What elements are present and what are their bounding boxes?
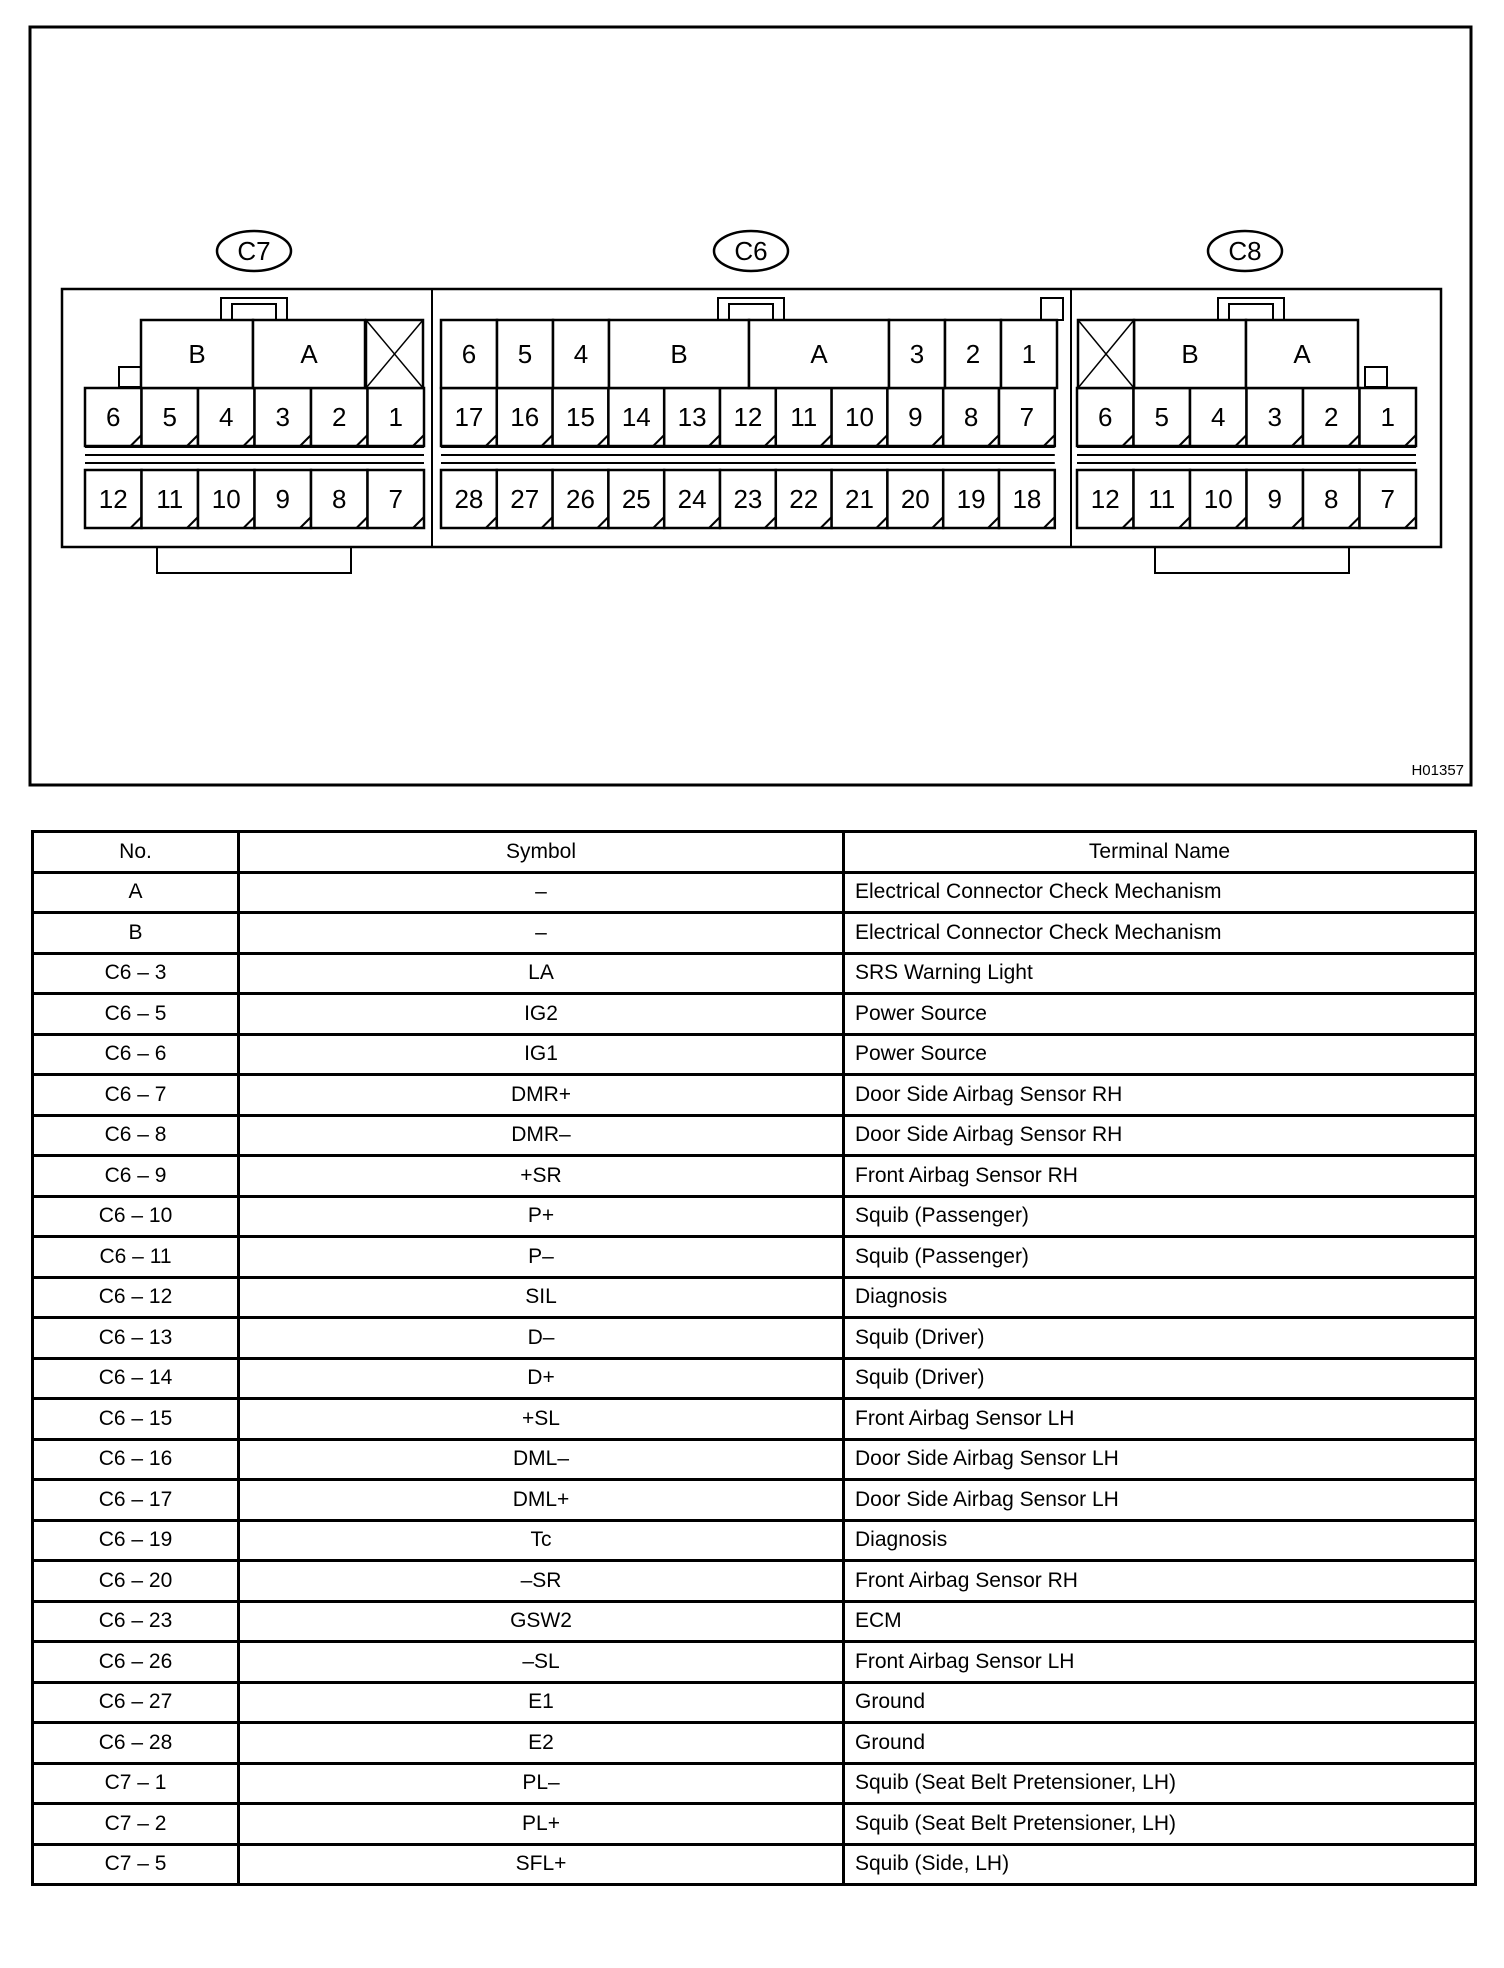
table-row	[33, 1723, 1476, 1764]
terminal-label: 12	[733, 402, 763, 432]
terminal-label: 7	[1019, 402, 1035, 432]
top-cell-c6	[441, 320, 497, 388]
terminal-label: 11	[790, 402, 818, 432]
cell-terminal-name: Squib (Side, LH)	[844, 1844, 1476, 1885]
table-row	[33, 1034, 1476, 1075]
terminal-c6	[999, 470, 1055, 528]
cell-symbol: –SL	[239, 1642, 844, 1683]
cell-symbol: +SL	[239, 1399, 844, 1440]
figure-code: H01357	[1411, 762, 1464, 779]
terminal-label: 3	[909, 339, 925, 369]
terminal-label: A	[300, 339, 318, 369]
table-header-row	[33, 832, 1476, 873]
terminal-c7	[311, 470, 368, 528]
cell-no: A	[33, 872, 239, 913]
cell-no: C7 – 1	[33, 1763, 239, 1804]
terminal-c6	[720, 388, 776, 446]
cell-terminal-name: Front Airbag Sensor LH	[844, 1399, 1476, 1440]
table-row	[33, 953, 1476, 994]
terminal-label: 6	[106, 402, 121, 432]
cell-terminal-name: Squib (Driver)	[844, 1318, 1476, 1359]
terminal-c6	[999, 388, 1055, 446]
cell-symbol: DMR–	[239, 1115, 844, 1156]
cell-no: C6 – 12	[33, 1277, 239, 1318]
terminal-label: 7	[1380, 484, 1395, 514]
terminal-c6	[776, 470, 832, 528]
terminal-c8	[1247, 470, 1304, 528]
cell-symbol: DMR+	[239, 1075, 844, 1116]
terminal-label: 24	[677, 484, 707, 514]
terminal-label: 1	[388, 402, 403, 432]
terminal-label: 3	[1267, 402, 1282, 432]
terminal-c8	[1360, 470, 1417, 528]
cell-no: C6 – 6	[33, 1034, 239, 1075]
terminal-c7	[368, 470, 425, 528]
terminal-label: 14	[621, 402, 651, 432]
cell-terminal-name: Power Source	[844, 1034, 1476, 1075]
terminal-label: 9	[908, 402, 923, 432]
notch	[1041, 298, 1063, 320]
cell-symbol: D+	[239, 1358, 844, 1399]
terminal-label: 3	[275, 402, 290, 432]
cell-symbol: DML+	[239, 1480, 844, 1521]
cell-no: C6 – 16	[33, 1439, 239, 1480]
terminal-c7	[368, 388, 425, 446]
connector-label-c6	[714, 231, 788, 271]
top-cell-c6	[497, 320, 553, 388]
table-row	[33, 1682, 1476, 1723]
table-row	[33, 1196, 1476, 1237]
terminal-c6	[441, 470, 497, 528]
check-mechanism-c7	[253, 320, 365, 388]
connector-diagram	[0, 0, 1504, 800]
latch-tab-c7	[221, 298, 287, 320]
terminal-c6	[497, 388, 553, 446]
terminal-c6	[608, 388, 664, 446]
cell-symbol: IG2	[239, 994, 844, 1035]
terminal-c7	[142, 388, 199, 446]
header-terminal-name: Terminal Name	[844, 832, 1476, 873]
terminal-label: 16	[510, 402, 540, 432]
terminal-label: 5	[1154, 402, 1169, 432]
terminal-label: 5	[162, 402, 177, 432]
blank-cavity	[366, 320, 423, 388]
cell-terminal-name: Electrical Connector Check Mechanism	[844, 913, 1476, 954]
terminal-c8	[1190, 470, 1247, 528]
cell-no: C6 – 17	[33, 1480, 239, 1521]
latch-tab-c6	[718, 298, 784, 320]
terminal-label: 8	[963, 402, 979, 432]
cell-terminal-name: Door Side Airbag Sensor LH	[844, 1439, 1476, 1480]
terminal-c6	[441, 388, 497, 446]
cell-symbol: PL–	[239, 1763, 844, 1804]
table-row	[33, 1844, 1476, 1885]
terminal-label: 21	[845, 484, 874, 514]
cell-terminal-name: Front Airbag Sensor RH	[844, 1561, 1476, 1602]
table-row	[33, 1601, 1476, 1642]
blank-cavity	[1078, 320, 1134, 388]
table-row	[33, 1520, 1476, 1561]
terminal-label: 25	[621, 484, 651, 514]
top-cell-c6	[945, 320, 1001, 388]
bottom-bracket-c7	[157, 547, 351, 573]
table-row	[33, 1277, 1476, 1318]
cell-symbol: GSW2	[239, 1601, 844, 1642]
terminal-label: 12	[1090, 484, 1120, 514]
terminal-label: 27	[510, 484, 540, 514]
terminal-label: 9	[1267, 484, 1282, 514]
cell-symbol: SFL+	[239, 1844, 844, 1885]
table-row	[33, 994, 1476, 1035]
table-row	[33, 913, 1476, 954]
cell-terminal-name: Squib (Seat Belt Pretensioner, LH)	[844, 1804, 1476, 1845]
cell-no: C6 – 27	[33, 1682, 239, 1723]
terminal-c8	[1190, 388, 1247, 446]
cell-no: C6 – 5	[33, 994, 239, 1035]
cell-symbol: DML–	[239, 1439, 844, 1480]
latch-tab-c8	[1218, 298, 1284, 320]
terminal-label: 13	[677, 402, 707, 432]
terminal-c8	[1247, 388, 1304, 446]
cell-no: C6 – 3	[33, 953, 239, 994]
terminal-c8	[1360, 388, 1417, 446]
terminal-label: 11	[156, 484, 184, 514]
terminal-c6	[887, 388, 943, 446]
cell-symbol: Tc	[239, 1520, 844, 1561]
terminal-c6	[887, 470, 943, 528]
cell-no: C6 – 23	[33, 1601, 239, 1642]
terminal-label: 15	[566, 402, 595, 432]
cell-symbol: E1	[239, 1682, 844, 1723]
terminal-label: 8	[332, 484, 347, 514]
cell-no: C6 – 7	[33, 1075, 239, 1116]
connector-label-c8	[1208, 231, 1282, 271]
cell-no: C6 – 10	[33, 1196, 239, 1237]
cell-symbol: P–	[239, 1237, 844, 1278]
terminal-c7	[85, 470, 142, 528]
cell-symbol: –SR	[239, 1561, 844, 1602]
cell-no: C6 – 8	[33, 1115, 239, 1156]
table-row	[33, 1237, 1476, 1278]
terminal-label: 7	[388, 484, 403, 514]
terminal-c7	[311, 388, 368, 446]
terminal-c7	[198, 388, 255, 446]
cell-symbol: P+	[239, 1196, 844, 1237]
cell-terminal-name: SRS Warning Light	[844, 953, 1476, 994]
cell-symbol: D–	[239, 1318, 844, 1359]
terminal-label: 6	[1098, 402, 1113, 432]
cell-symbol: SIL	[239, 1277, 844, 1318]
terminal-label: 26	[566, 484, 595, 514]
table-row	[33, 872, 1476, 913]
svg-text:C7: C7	[237, 236, 271, 266]
terminal-label: 11	[1148, 484, 1176, 514]
terminal-c8	[1077, 388, 1134, 446]
terminal-c6	[832, 470, 888, 528]
cell-symbol: –	[239, 913, 844, 954]
cell-terminal-name: ECM	[844, 1601, 1476, 1642]
cell-no: C6 – 20	[33, 1561, 239, 1602]
header-no: No.	[33, 832, 239, 873]
terminal-c6	[943, 388, 999, 446]
cell-no: C7 – 5	[33, 1844, 239, 1885]
terminal-c6	[553, 388, 609, 446]
terminal-c8	[1134, 470, 1191, 528]
terminal-label: 17	[454, 402, 484, 432]
terminal-label: 8	[1324, 484, 1339, 514]
terminal-c6	[497, 470, 553, 528]
terminal-c8	[1077, 470, 1134, 528]
terminal-c8	[1303, 470, 1360, 528]
connector-label-c7	[217, 231, 291, 271]
cell-no: C7 – 2	[33, 1804, 239, 1845]
terminal-c6	[943, 470, 999, 528]
table-row	[33, 1115, 1476, 1156]
terminal-c7	[85, 388, 142, 446]
terminal-c6	[776, 388, 832, 446]
cell-terminal-name: Diagnosis	[844, 1277, 1476, 1318]
terminal-label: 18	[1012, 484, 1042, 514]
terminal-label: 10	[211, 484, 241, 514]
bottom-bracket-c8	[1155, 547, 1349, 573]
cell-symbol: –	[239, 872, 844, 913]
terminal-label: B	[188, 339, 206, 369]
terminal-label: 5	[517, 339, 533, 369]
table-row	[33, 1561, 1476, 1602]
cell-symbol: E2	[239, 1723, 844, 1764]
check-mechanism-c8	[1246, 320, 1358, 388]
cell-symbol: PL+	[239, 1804, 844, 1845]
table-row	[33, 1804, 1476, 1845]
cell-terminal-name: Diagnosis	[844, 1520, 1476, 1561]
terminal-label: A	[810, 339, 828, 369]
top-cell-c6	[749, 320, 889, 388]
cell-terminal-name: Front Airbag Sensor LH	[844, 1642, 1476, 1683]
cell-terminal-name: Squib (Seat Belt Pretensioner, LH)	[844, 1763, 1476, 1804]
terminal-c6	[608, 470, 664, 528]
terminal-label: 4	[219, 402, 234, 432]
cell-terminal-name: Door Side Airbag Sensor RH	[844, 1075, 1476, 1116]
terminal-label: 20	[900, 484, 930, 514]
check-mechanism-c7	[141, 320, 253, 388]
cell-terminal-name: Squib (Driver)	[844, 1358, 1476, 1399]
table-row	[33, 1075, 1476, 1116]
cell-terminal-name: Ground	[844, 1682, 1476, 1723]
cell-symbol: IG1	[239, 1034, 844, 1075]
terminal-label: 22	[789, 484, 819, 514]
terminal-c6	[553, 470, 609, 528]
terminal-label: 12	[98, 484, 128, 514]
top-cell-c6	[609, 320, 749, 388]
terminal-label: 9	[275, 484, 290, 514]
top-cell-c6	[1001, 320, 1057, 388]
terminal-table	[31, 830, 1477, 1886]
terminal-c7	[255, 388, 312, 446]
table-row	[33, 1439, 1476, 1480]
notch	[1365, 367, 1387, 387]
cell-symbol: LA	[239, 953, 844, 994]
cell-terminal-name: Squib (Passenger)	[844, 1237, 1476, 1278]
terminal-label: 4	[1211, 402, 1226, 432]
table-row	[33, 1156, 1476, 1197]
cell-terminal-name: Door Side Airbag Sensor LH	[844, 1480, 1476, 1521]
terminal-c8	[1303, 388, 1360, 446]
terminal-label: B	[670, 339, 688, 369]
cell-terminal-name: Door Side Airbag Sensor RH	[844, 1115, 1476, 1156]
terminal-label: 1	[1021, 339, 1037, 369]
table-row	[33, 1642, 1476, 1683]
terminal-c6	[832, 388, 888, 446]
cell-terminal-name: Ground	[844, 1723, 1476, 1764]
terminal-label: 10	[845, 402, 874, 432]
latch-band	[85, 447, 424, 463]
cell-no: C6 – 28	[33, 1723, 239, 1764]
notch	[119, 367, 141, 387]
cell-no: B	[33, 913, 239, 954]
latch-band	[1077, 447, 1416, 463]
latch-band	[441, 447, 1055, 463]
cell-no: C6 – 11	[33, 1237, 239, 1278]
terminal-label: 2	[332, 402, 347, 432]
top-cell-c6	[889, 320, 945, 388]
terminal-label: 6	[461, 339, 477, 369]
terminal-c8	[1134, 388, 1191, 446]
terminal-label: 28	[454, 484, 484, 514]
terminal-c7	[255, 470, 312, 528]
table-row	[33, 1318, 1476, 1359]
header-symbol: Symbol	[239, 832, 844, 873]
cell-terminal-name: Front Airbag Sensor RH	[844, 1156, 1476, 1197]
check-mechanism-c8	[1134, 320, 1246, 388]
terminal-label: B	[1181, 339, 1199, 369]
table-row	[33, 1399, 1476, 1440]
terminal-label: 2	[1324, 402, 1339, 432]
cell-no: C6 – 13	[33, 1318, 239, 1359]
terminal-c6	[664, 470, 720, 528]
cell-symbol: +SR	[239, 1156, 844, 1197]
terminal-label: 10	[1203, 484, 1233, 514]
terminal-label: A	[1293, 339, 1311, 369]
cell-no: C6 – 15	[33, 1399, 239, 1440]
cell-terminal-name: Power Source	[844, 994, 1476, 1035]
terminal-label: 19	[956, 484, 986, 514]
table-row	[33, 1480, 1476, 1521]
terminal-c6	[720, 470, 776, 528]
terminal-label: 4	[573, 339, 589, 369]
cell-no: C6 – 19	[33, 1520, 239, 1561]
svg-text:C6: C6	[734, 236, 768, 266]
terminal-c6	[664, 388, 720, 446]
cell-no: C6 – 26	[33, 1642, 239, 1683]
terminal-c7	[198, 470, 255, 528]
cell-terminal-name: Squib (Passenger)	[844, 1196, 1476, 1237]
table-row	[33, 1358, 1476, 1399]
terminal-label: 2	[965, 339, 981, 369]
cell-no: C6 – 14	[33, 1358, 239, 1399]
terminal-label: 1	[1380, 402, 1395, 432]
table-row	[33, 1763, 1476, 1804]
cell-no: C6 – 9	[33, 1156, 239, 1197]
cell-terminal-name: Electrical Connector Check Mechanism	[844, 872, 1476, 913]
terminal-label: 23	[733, 484, 763, 514]
top-cell-c6	[553, 320, 609, 388]
terminal-c7	[142, 470, 199, 528]
svg-text:C8: C8	[1228, 236, 1262, 266]
